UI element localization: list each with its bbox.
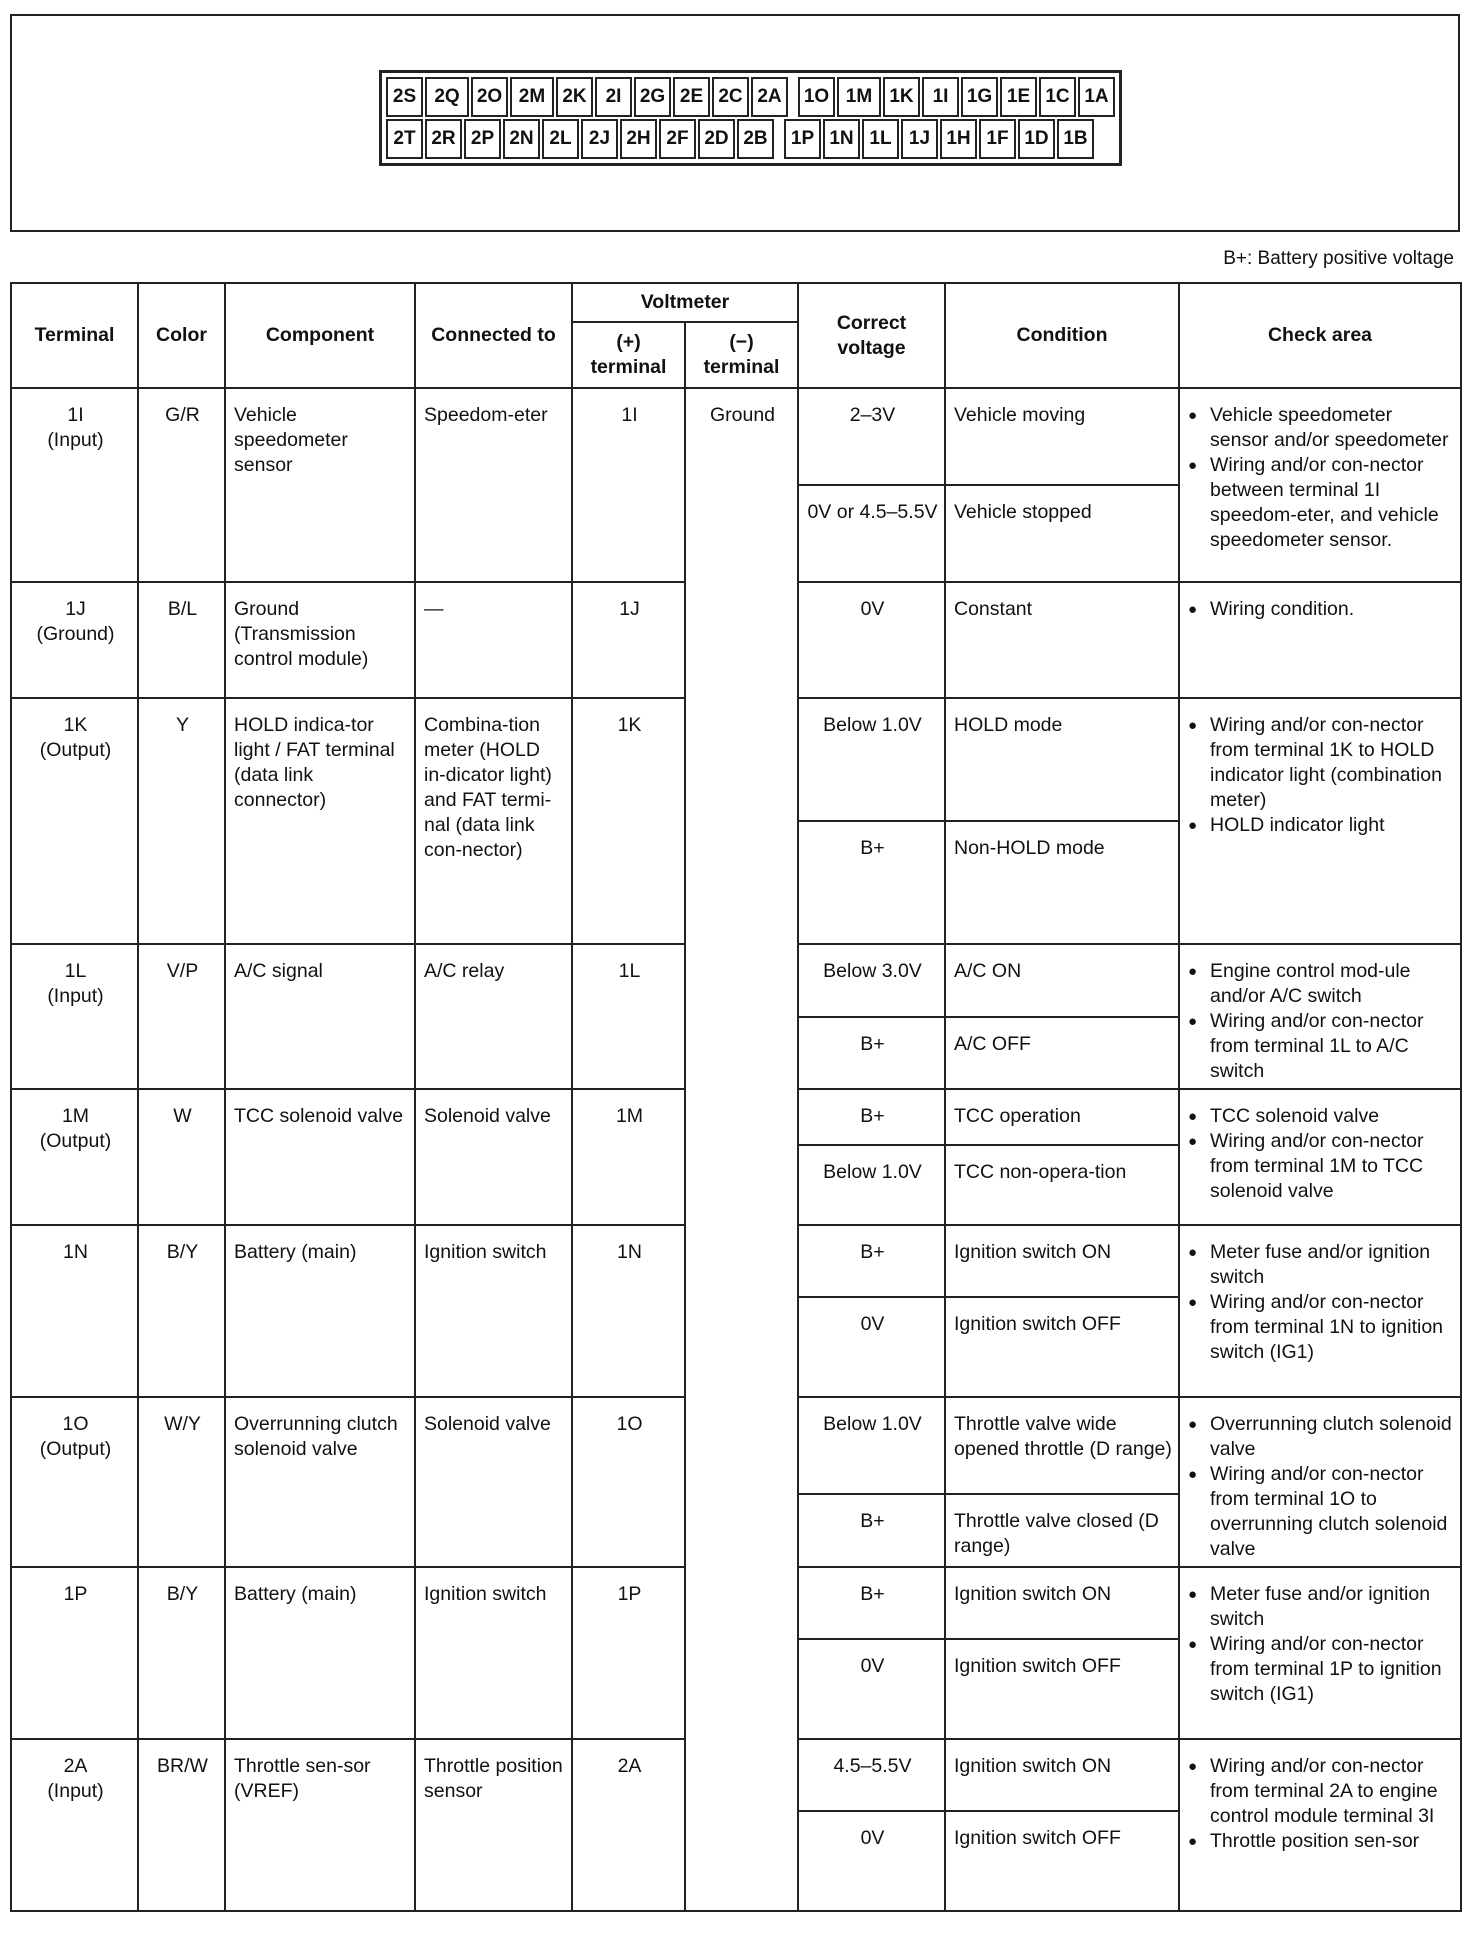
connector-pin: 2A [751, 77, 788, 117]
connected-to-cell: Solenoid valve [415, 1089, 572, 1225]
connector-pin: 2H [620, 119, 657, 159]
table-body [11, 388, 1461, 1911]
check-area-cell [1179, 1567, 1461, 1739]
check-area-item: ● Engine control mod-ule and/or A/C switch [1210, 959, 1454, 1009]
check-area-item: ● Throttle position sen-sor [1210, 1829, 1454, 1854]
correct-voltage-cell: 0V [798, 582, 945, 698]
correct-voltage-cell: Below 1.0V [798, 1397, 945, 1494]
condition-cell: TCC non-opera-tion [945, 1145, 1179, 1225]
header-component: Component [225, 283, 415, 388]
connector-pin: 2O [471, 77, 508, 117]
connector-pin: 1J [901, 119, 938, 159]
color-cell: W/Y [138, 1397, 225, 1567]
check-area-item: ● Meter fuse and/or ignition switch [1210, 1240, 1454, 1290]
component-cell: Battery (main) [225, 1567, 415, 1739]
check-area-item: ● Overrunning clutch solenoid valve [1210, 1412, 1454, 1462]
header-minus-terminal: (−) terminal [685, 322, 798, 388]
check-area-list [1188, 1754, 1454, 1854]
condition-cell: Throttle valve closed (D range) [945, 1494, 1179, 1567]
correct-voltage-cell: B+ [798, 1494, 945, 1567]
component-cell: A/C signal [225, 944, 415, 1089]
check-area-item: ● Wiring and/or con-nector from terminal 1P to ignition switch (IG1) [1210, 1632, 1454, 1707]
correct-voltage-cell: Below 1.0V [798, 698, 945, 821]
check-area-item: ● Wiring and/or con-nector from terminal 1K to HOLD indicator light (combination meter) [1210, 713, 1454, 813]
connector-pin: 1I [922, 77, 959, 117]
check-area-list [1188, 1240, 1454, 1365]
connector-pin: 2G [634, 77, 671, 117]
color-cell: V/P [138, 944, 225, 1089]
check-area-cell [1179, 1739, 1461, 1911]
connector-pin: 1M [837, 77, 881, 117]
condition-cell: Ignition switch OFF [945, 1297, 1179, 1397]
connector-pin: 1P [784, 119, 821, 159]
connector-row-lower [385, 118, 1116, 160]
condition-cell: Ignition switch OFF [945, 1639, 1179, 1739]
connector-pin: 1D [1018, 119, 1055, 159]
check-area-item: ● Meter fuse and/or ignition switch [1210, 1582, 1454, 1632]
component-cell: Vehicle speedometer sensor [225, 388, 415, 582]
plus-terminal-cell: 1K [572, 698, 685, 944]
header-color: Color [138, 283, 225, 388]
color-cell: G/R [138, 388, 225, 582]
plus-terminal-cell: 2A [572, 1739, 685, 1911]
check-area-list [1188, 713, 1454, 838]
check-area-list [1188, 1104, 1454, 1204]
condition-cell: Non-HOLD mode [945, 821, 1179, 944]
color-cell: B/Y [138, 1225, 225, 1397]
connector-pin: 1G [961, 77, 998, 117]
connector-pin: 2K [556, 77, 593, 117]
terminal-cell: 1M (Output) [11, 1089, 138, 1225]
connector-pin: 2M [510, 77, 554, 117]
condition-cell: TCC operation [945, 1089, 1179, 1145]
component-cell: Ground (Transmission control module) [225, 582, 415, 698]
connector-pin: 2C [712, 77, 749, 117]
color-cell: B/Y [138, 1567, 225, 1739]
connector-pin: 1N [823, 119, 860, 159]
connector-pin: 2D [698, 119, 735, 159]
connector-pin: 1K [883, 77, 920, 117]
plus-terminal-cell: 1M [572, 1089, 685, 1225]
plus-terminal-cell: 1N [572, 1225, 685, 1397]
terminal-cell: 1P [11, 1567, 138, 1739]
connected-to-cell: Solenoid valve [415, 1397, 572, 1567]
component-cell: Overrunning clutch solenoid valve [225, 1397, 415, 1567]
connector-pin: 1C [1039, 77, 1076, 117]
check-area-cell [1179, 698, 1461, 944]
check-area-list [1188, 1582, 1454, 1707]
connector-pin: 1H [940, 119, 977, 159]
connected-to-cell: A/C relay [415, 944, 572, 1089]
header-check-area: Check area [1179, 283, 1461, 388]
plus-terminal-cell: 1L [572, 944, 685, 1089]
component-cell: HOLD indica-tor light / FAT terminal (data link connector) [225, 698, 415, 944]
check-area-list [1188, 597, 1454, 622]
color-cell: Y [138, 698, 225, 944]
connector-pin: 2R [425, 119, 462, 159]
connector-pin: 2T [386, 119, 423, 159]
correct-voltage-cell: B+ [798, 821, 945, 944]
terminal-cell: 2A (Input) [11, 1739, 138, 1911]
connector-pin: 1L [862, 119, 899, 159]
condition-cell: Ignition switch ON [945, 1225, 1179, 1297]
check-area-cell [1179, 1089, 1461, 1225]
connector-pin: 2S [386, 77, 423, 117]
header-condition: Condition [945, 283, 1179, 388]
check-area-cell [1179, 388, 1461, 582]
correct-voltage-cell: 0V [798, 1639, 945, 1739]
condition-cell: A/C ON [945, 944, 1179, 1017]
connector-pin: 1A [1078, 77, 1115, 117]
check-area-cell [1179, 1397, 1461, 1567]
condition-cell: Ignition switch ON [945, 1567, 1179, 1639]
color-cell: BR/W [138, 1739, 225, 1911]
condition-cell: Throttle valve wide opened throttle (D range) [945, 1397, 1179, 1494]
terminal-voltage-table [10, 282, 1462, 1912]
check-area-list [1188, 959, 1454, 1084]
check-area-list [1188, 1412, 1454, 1562]
connector-pin: 2E [673, 77, 710, 117]
terminal-cell: 1O (Output) [11, 1397, 138, 1567]
minus-terminal-ground-cell: Ground [685, 388, 798, 1911]
condition-cell: A/C OFF [945, 1017, 1179, 1090]
check-area-item: ● Vehicle speedometer sensor and/or speedometer [1210, 403, 1454, 453]
terminal-cell: 1K (Output) [11, 698, 138, 944]
connector-row-upper [385, 76, 1116, 118]
check-area-cell [1179, 944, 1461, 1089]
correct-voltage-cell: 0V [798, 1297, 945, 1397]
condition-cell: Ignition switch ON [945, 1739, 1179, 1811]
connected-to-cell: Ignition switch [415, 1567, 572, 1739]
correct-voltage-cell: 0V or 4.5–5.5V [798, 485, 945, 582]
connector-pin: 1E [1000, 77, 1037, 117]
correct-voltage-cell: Below 1.0V [798, 1145, 945, 1225]
check-area-item: ● Wiring and/or con-nector between terminal 1I speedom-eter, and vehicle speedometer sensor. [1210, 453, 1454, 553]
connector-pin: 2P [464, 119, 501, 159]
check-area-cell [1179, 1225, 1461, 1397]
connector-pin: 2Q [425, 77, 469, 117]
check-area-cell [1179, 582, 1461, 698]
correct-voltage-cell: B+ [798, 1089, 945, 1145]
terminal-cell: 1I (Input) [11, 388, 138, 582]
check-area-item: ● TCC solenoid valve [1210, 1104, 1454, 1129]
connected-to-cell: Speedom-eter [415, 388, 572, 582]
connector-pin: 1F [979, 119, 1016, 159]
check-area-item: ● Wiring and/or con-nector from terminal 1O to overrunning clutch solenoid valve [1210, 1462, 1454, 1562]
plus-terminal-cell: 1P [572, 1567, 685, 1739]
check-area-item: ● Wiring and/or con-nector from terminal 2A to engine control module terminal 3I [1210, 1754, 1454, 1829]
header-correct-voltage: Correct voltage [798, 283, 945, 388]
terminal-cell: 1N [11, 1225, 138, 1397]
correct-voltage-cell: 2–3V [798, 388, 945, 485]
connector-pin: 1O [798, 77, 835, 117]
legend-note: B+: Battery positive voltage [1223, 248, 1454, 269]
check-area-item: ● Wiring and/or con-nector from terminal 1L to A/C switch [1210, 1009, 1454, 1084]
component-cell: Battery (main) [225, 1225, 415, 1397]
connector-diagram [379, 70, 1122, 166]
plus-terminal-cell: 1I [572, 388, 685, 582]
check-area-item: ● HOLD indicator light [1210, 813, 1454, 838]
connector-pin: 2B [737, 119, 774, 159]
condition-cell: HOLD mode [945, 698, 1179, 821]
header-plus-terminal: (+) terminal [572, 322, 685, 388]
header-connected-to: Connected to [415, 283, 572, 388]
correct-voltage-cell: B+ [798, 1017, 945, 1090]
correct-voltage-cell: B+ [798, 1225, 945, 1297]
correct-voltage-cell: Below 3.0V [798, 944, 945, 1017]
check-area-item: ● Wiring and/or con-nector from terminal 1M to TCC solenoid valve [1210, 1129, 1454, 1204]
check-area-item: ● Wiring condition. [1210, 597, 1454, 622]
connector-pin: 2F [659, 119, 696, 159]
color-cell: B/L [138, 582, 225, 698]
plus-terminal-cell: 1J [572, 582, 685, 698]
connected-to-cell: Throttle position sensor [415, 1739, 572, 1911]
correct-voltage-cell: 0V [798, 1811, 945, 1911]
connector-pin: 2N [503, 119, 540, 159]
condition-cell: Vehicle stopped [945, 485, 1179, 582]
condition-cell: Ignition switch OFF [945, 1811, 1179, 1911]
connected-to-cell: Combina-tion meter (HOLD in-dicator light) and FAT termi-nal (data link con-nector) [415, 698, 572, 944]
connected-to-cell: — [415, 582, 572, 698]
component-cell: Throttle sen-sor (VREF) [225, 1739, 415, 1911]
condition-cell: Vehicle moving [945, 388, 1179, 485]
header-terminal: Terminal [11, 283, 138, 388]
terminal-cell: 1L (Input) [11, 944, 138, 1089]
check-area-item: ● Wiring and/or con-nector from terminal 1N to ignition switch (IG1) [1210, 1290, 1454, 1365]
connector-pin: 2J [581, 119, 618, 159]
connector-pin: 2I [595, 77, 632, 117]
condition-cell: Constant [945, 582, 1179, 698]
connector-pin: 2L [542, 119, 579, 159]
correct-voltage-cell: 4.5–5.5V [798, 1739, 945, 1811]
connected-to-cell: Ignition switch [415, 1225, 572, 1397]
plus-terminal-cell: 1O [572, 1397, 685, 1567]
component-cell: TCC solenoid valve [225, 1089, 415, 1225]
check-area-list [1188, 403, 1454, 553]
connector-diagram-frame [10, 14, 1460, 232]
color-cell: W [138, 1089, 225, 1225]
header-voltmeter: Voltmeter [572, 283, 798, 322]
connector-pin: 1B [1057, 119, 1094, 159]
correct-voltage-cell: B+ [798, 1567, 945, 1639]
table-row [11, 388, 1461, 485]
terminal-cell: 1J (Ground) [11, 582, 138, 698]
